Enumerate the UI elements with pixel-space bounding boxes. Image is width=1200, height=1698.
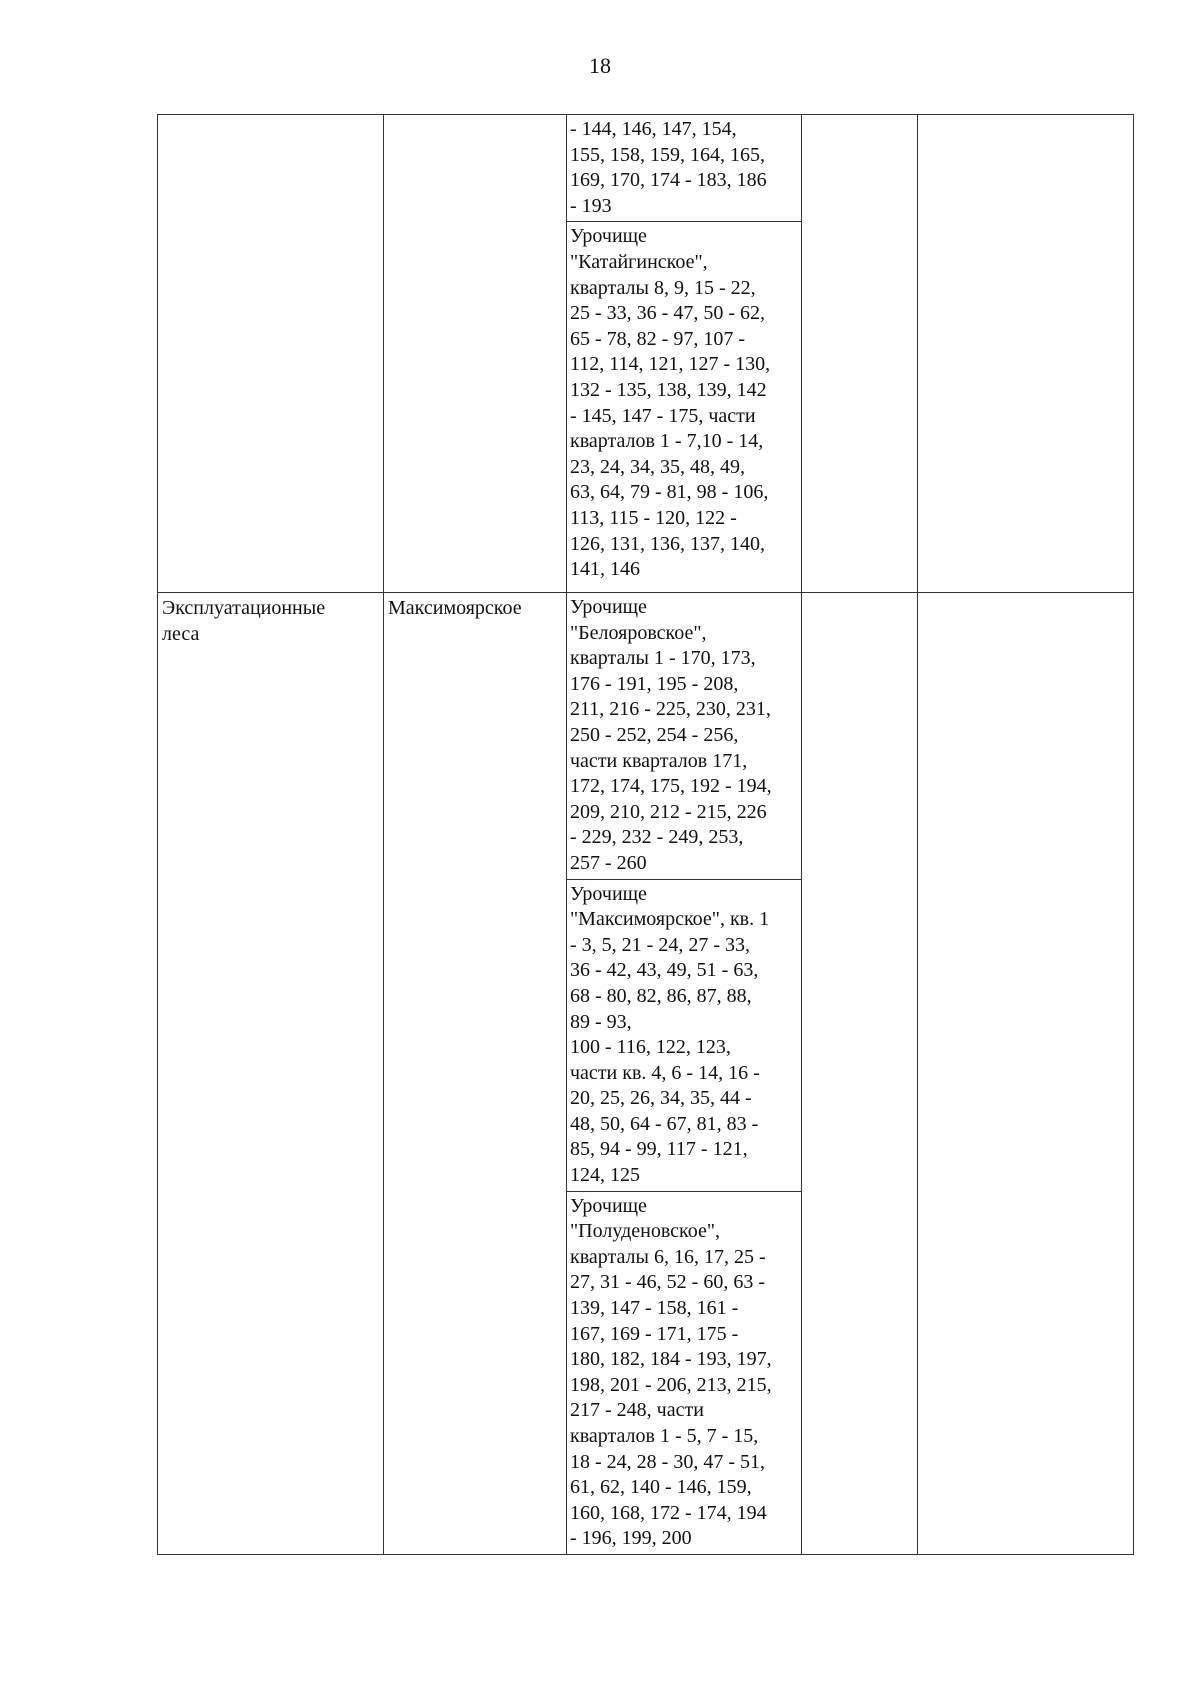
table-row bbox=[158, 593, 1134, 1555]
empty-cell bbox=[802, 115, 918, 593]
forestry-label: Максимоярское bbox=[388, 597, 522, 619]
location-block: Урочище "Катайгинское", кварталы 8, 9, 15 - 22, 25 - 33, 36 - 47, 50 - 62, 65 - 78, 82 - 97, 107 - 112, 114, 121, 127 - 130, 132 - 135, 138, 139, 142 - 145, 147 - 175, части кварталов 1 - 7,10 - 14, 23, 24, 34, 35, 48, 49, 63, 64, 79 - 81, 98 - 106, 113, 115 - 120, 122 - 126, 131, 136, 137, 140, 141, 146 bbox=[570, 225, 771, 581]
category-cell bbox=[158, 593, 384, 1555]
category-cell bbox=[158, 115, 384, 593]
location-block: Урочище "Белояровское", кварталы 1 - 170, 173, 176 - 191, 195 - 208, 211, 216 - 225, 230, 231, 250 - 252, 254 - 256, части кварталов 171, 172, 174, 175, 192 - 194, 209, 210, 212 - 215, 226 - 229, 232 - 249, 253, 257 - 260 bbox=[567, 593, 801, 880]
table-row bbox=[158, 115, 1134, 593]
forestry-cell bbox=[384, 115, 567, 593]
location-block: Урочище "Максимоярское", кв. 1 - 3, 5, 21 - 24, 27 - 33, 36 - 42, 43, 49, 51 - 63, 68 - 80, 82, 86, 87, 88, 89 - 93, 100 - 116, 122, 123, части кв. 4, 6 - 14, 16 - 20, 25, 26, 34, 35, 44 - 48, 50, 64 - 67, 81, 83 - 85, 94 - 99, 117 - 121, 124, 125 bbox=[567, 880, 801, 1192]
forest-areas-table bbox=[157, 114, 1134, 1555]
forestry-cell bbox=[384, 593, 567, 1555]
location-block: - 144, 146, 147, 154, 155, 158, 159, 164, 165, 169, 170, 174 - 183, 186 - 193 bbox=[567, 115, 801, 222]
forestry-label bbox=[384, 115, 566, 121]
empty-cell bbox=[918, 115, 1134, 593]
page-number: 18 bbox=[589, 53, 611, 78]
empty-cell bbox=[802, 593, 918, 1555]
category-label bbox=[158, 115, 383, 121]
locations-cell bbox=[567, 115, 802, 593]
category-label: Эксплуатационные леса bbox=[162, 597, 326, 645]
locations-cell bbox=[567, 593, 802, 1555]
empty-cell bbox=[918, 593, 1134, 1555]
location-block: Урочище "Полуденовское", кварталы 6, 16, 17, 25 - 27, 31 - 46, 52 - 60, 63 - 139, 147 - 158, 161 - 167, 169 - 171, 175 - 180, 182, 184 - 193, 197, 198, 201 - 206, 213, 215, 217 - 248, части кварталов 1 - 5, 7 - 15, 18 - 24, 28 - 30, 47 - 51, 61, 62, 140 - 146, 159, 160, 168, 172 - 174, 194 - 196, 199, 200 bbox=[570, 1194, 772, 1550]
